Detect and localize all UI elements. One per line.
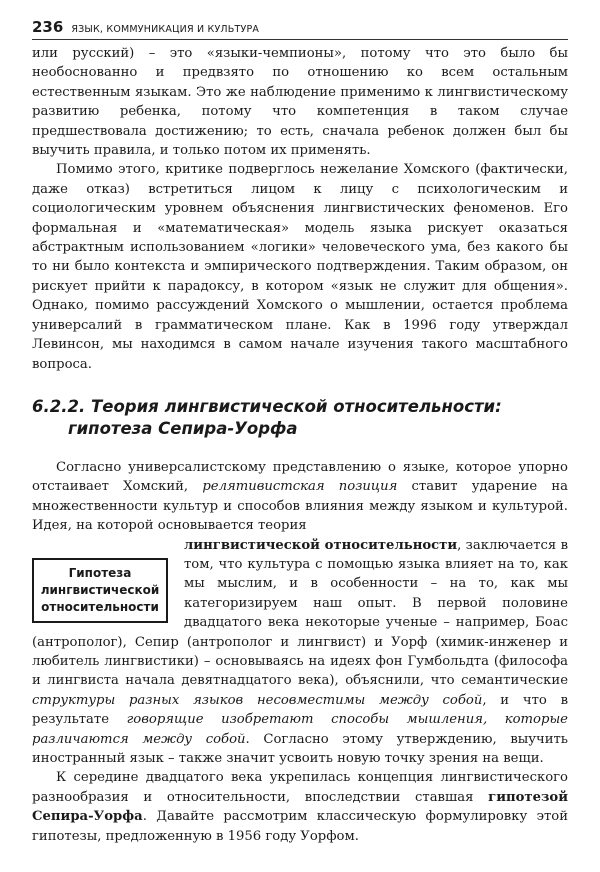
running-head: ЯЗЫК, КОММУНИКАЦИЯ И КУЛЬТУРА <box>71 24 260 35</box>
page-header <box>32 18 568 40</box>
p3-text-e: , заключается в том, что культура с помощью языка влияет на то, как мы мыслим, и в особенности – на то, как мы категоризируем наш опыт. В первой половине двадцатого века некоторые ученые – например, Боас (антрополог), Сепир (антрополог и лингвист) и Уорф (химик-инженер и любитель лингвистики) – основываясь на идеях фон Гумбольдта (философа и лингвиста начала девятнадцатого века), объяснили, что семантические <box>32 537 568 689</box>
p3-emphasis-relativist: релятивистская позиция <box>202 479 398 495</box>
p3-text-a: Согласно универсалистскому представлению о языке, которое упорно отстаивает Хомский, <box>32 459 568 495</box>
margin-note-box: Гипотеза лингвистической относительности <box>32 558 168 623</box>
paragraph-3 <box>32 458 568 536</box>
paragraph-2: Помимо этого, критике подверглось нежелание Хомского (фактически, даже отказ) встретиться лицом к лицу с психологическим и социологическим уровнем объяснения лингвистических феноменов. Его формальная и «математическая» модель языка рискует оказаться абстрактным использованием «логики» человеческого ума, без какого бы то ни было контекста и эмпирического подтверждения. Таким образом, он рискует прийти к парадоксу, в котором «язык не служит для общения». Однако, помимо рассуждений Хомского о мышлении, остается проблема универсалий в грамматическом плане. Как в 1996 году утверждал Левинсон, мы находимся в самом начале изучения такого масштабного вопроса. <box>32 162 568 372</box>
p3-term-linguistic-relativity: лингвистической относительности <box>184 537 458 553</box>
p3-emphasis-speakers: говорящие изобретают способы мышления, которые различаются между собой <box>32 712 568 747</box>
paragraph-1: или русский) – это «языки-чемпионы», потому что это было бы необоснованно и предвзято по отношению ко всем остальным естественным языкам. Это же наблюдение применимо к лингвистическому развитию ребенка, потому что компетенция в таком случае предшествовала достижению; то есть, сначала ребенок должен был бы выучить правила, и только потом их применять. <box>32 46 568 159</box>
page-body <box>32 44 568 846</box>
p4-term-sapir-whorf: гипотезой Сепира-Уорфа <box>32 789 568 825</box>
p4-text-c: . Давайте рассмотрим классическую формулировку этой гипотезы, предложенную в 1956 году Уорфом. <box>32 809 568 844</box>
page-number: 236 <box>32 18 64 36</box>
section-title: Теория лингвистической относительности: гипотеза Сепира-Уорфа <box>68 396 502 438</box>
section-heading <box>32 396 568 440</box>
p3-text-c: ставит ударение на множественности культур и способов влияния между языком и культурой. Идея, на которой основывается теория <box>32 479 569 534</box>
paragraph-4 <box>32 768 568 846</box>
p3-text-i: . Согласно этому утверждению, выучить иностранный язык – также значит усвоить новую точку зрения на вещи. <box>32 731 568 766</box>
section-number: 6.2.2. <box>32 396 86 416</box>
p4-text-a: К середине двадцатого века укрепилась концепция лингвистического разнообразия и относительности, впоследствии ставшая <box>32 770 568 805</box>
p3-text-g: , и что в результате <box>32 692 568 728</box>
p3-emphasis-structures: структуры разных языков несовместимы между собой <box>32 692 483 708</box>
